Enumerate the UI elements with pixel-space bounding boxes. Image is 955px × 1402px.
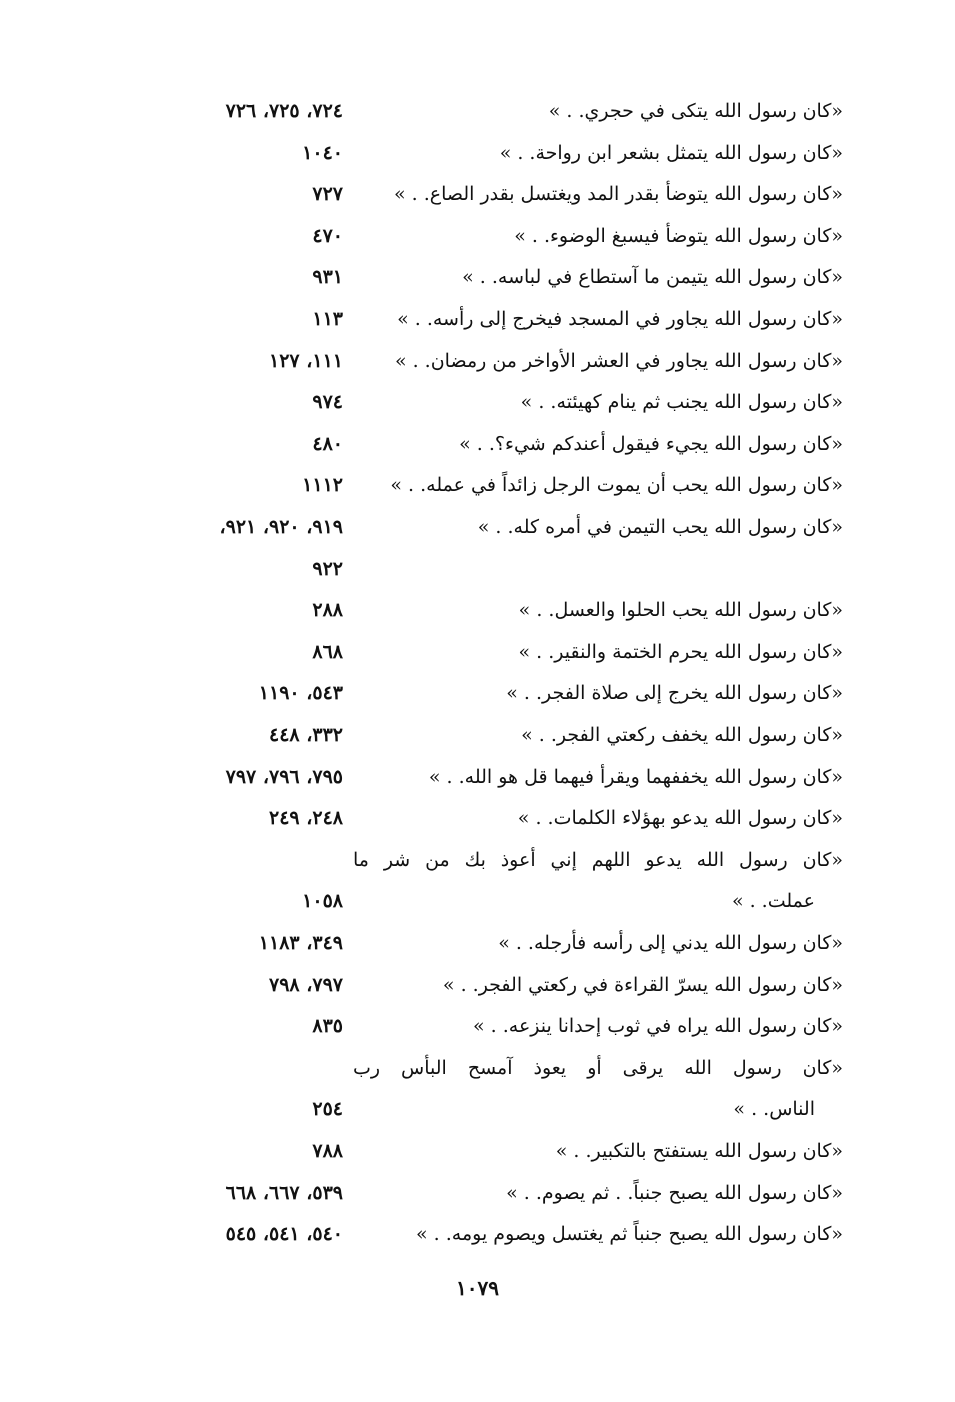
hadith-references: ٧٨٨ [312,1140,343,1162]
index-entry [0,381,955,424]
hadith-text: «كان رسول الله يراه في ثوب إحدانا ينزعه. . » [472,1015,843,1038]
index-entry [0,1130,955,1173]
index-entry [0,548,955,591]
hadith-references: ٧٢٧ [312,183,343,206]
hadith-references: ٢٤٨، ٢٤٩ [269,807,343,830]
hadith-text: «كان رسول الله يتكى في حجري. . » [548,100,843,122]
index-entry [0,173,955,216]
hadith-text: «كان رسول الله يحرم الختمة والنقير. . » [518,640,843,663]
hadith-text: «كان رسول الله يخرج إلى صلاة الفجر. . » [506,682,843,705]
hadith-text: «كان رسول الله يجيء فيقول أعندكم شيء؟. . » [459,432,843,455]
hadith-references: ٩٢٢ [312,557,343,580]
hadith-references: ١١١٢ [302,474,343,497]
hadith-text: «كان رسول الله يحب التيمن في أمره كله. . » [477,516,843,538]
index-entry [0,839,955,882]
index-entry [0,1172,955,1215]
hadith-references: ١٠٤٠ [302,141,343,164]
index-entry [0,1088,955,1131]
hadith-text: «كان رسول الله يخفف ركعتي الفجر. . » [521,724,843,746]
hadith-references: ٩٧٤ [312,391,343,414]
index-entry [0,215,955,258]
hadith-references: ٧٩٥، ٧٩٦، ٧٩٧ [225,765,343,788]
index-entry [0,672,955,715]
index-entry [0,423,955,466]
hadith-references: ٨٣٥ [312,1015,343,1038]
index-entry [0,90,955,133]
hadith-text: «كان رسول الله يدعو اللهم إني أعوذ بك من شر ما [353,848,843,871]
hadith-references: ١١١، ١٢٧ [269,349,343,372]
hadith-text: «كان رسول الله يجنب ثم ينام كهيئته. . » [520,391,843,414]
index-entry [0,256,955,299]
hadith-text: «كان رسول الله يتوضأ بقدر المد ويغتسل بقدر الصاع. . » [393,183,843,206]
hadith-text: الناس. . » [733,1098,815,1121]
hadith-text: «كان رسول الله يخففهما ويقرأ فيهما قل هو الله. . » [428,765,843,788]
index-entry [0,631,955,674]
hadith-references: ٨٦٨ [312,640,343,663]
index-entry [0,464,955,507]
hadith-references: ٩١٩، ٩٢٠، ٩٢١، [219,516,343,538]
hadith-text: «كان رسول الله يحب الحلوا والعسل. . » [518,599,843,622]
hadith-references: ٥٣٩، ٦٦٧، ٦٦٨ [225,1181,343,1204]
index-entry [0,922,955,965]
hadith-text: عملت. . » [731,890,815,913]
hadith-text: «كان رسول الله يتيمن ما آستطاع في لباسه. . » [462,266,843,289]
hadith-references: ٤٨٠ [312,432,343,455]
index-entry [0,1213,955,1256]
index-entry [0,880,955,923]
index-entry [0,340,955,383]
index-entry [0,964,955,1007]
index-entry [0,589,955,632]
index-entry [0,298,955,341]
hadith-text: «كان رسول الله يدني إلى رأسه فأرجله. . » [498,932,843,954]
hadith-references: ٩٣١ [312,266,343,289]
index-entry [0,1047,955,1090]
hadith-text: «كان رسول الله يجاور في المسجد فيخرج إلى رأسه. . » [397,308,843,330]
index-entry [0,1005,955,1048]
hadith-references: ٤٧٠ [312,224,343,247]
hadith-references: ٢٥٤ [312,1098,343,1121]
hadith-references: ١٠٥٨ [302,890,343,913]
hadith-text: «كان رسول الله يستفتح بالتكبير. . » [555,1140,843,1162]
index-entry [0,756,955,799]
hadith-references: ٥٤٣، ١١٩٠ [258,682,343,705]
hadith-text: «كان رسول الله يسرّ القراءة في ركعتي الفجر. . » [442,973,843,996]
index-entry [0,797,955,840]
hadith-text: «كان رسول الله يصبح جنباً. . ثم يصوم. . » [506,1181,843,1204]
hadith-references: ٧٩٧، ٧٩٨ [269,973,343,996]
hadith-references: ٧٢٤، ٧٢٥، ٧٢٦ [225,100,343,122]
hadith-text: «كان رسول الله يرقى أو يعوذ آمسح البأس رب [353,1056,843,1079]
hadith-text: «كان رسول الله يصبح جنباً ثم يغتسل ويصوم يومه. . » [416,1223,843,1246]
hadith-references: ١١٣ [312,308,343,330]
hadith-text: «كان رسول الله يتوضأ فيسبغ الوضوء. . » [514,224,843,247]
page-number: ١٠٧٩ [456,1276,499,1300]
hadith-text: «كان رسول الله يجاور في العشر الأواخر من رمضان. . » [394,349,843,372]
hadith-text: «كان رسول الله يدعو بهؤلاء الكلمات. . » [517,807,843,830]
index-entry [0,132,955,175]
index-entry [0,506,955,549]
hadith-references: ٥٤٠، ٥٤١، ٥٤٥ [225,1223,343,1246]
hadith-references: ٣٤٩، ١١٨٣ [258,932,343,954]
hadith-text: «كان رسول الله يتمثل بشعر ابن رواحة. . » [499,141,843,164]
index-entry [0,714,955,757]
hadith-text: «كان رسول الله يحب أن يموت الرجل زائداً في عمله. . » [390,474,843,497]
hadith-references: ٢٨٨ [312,599,343,622]
hadith-references: ٣٣٢، ٤٤٨ [269,724,343,746]
